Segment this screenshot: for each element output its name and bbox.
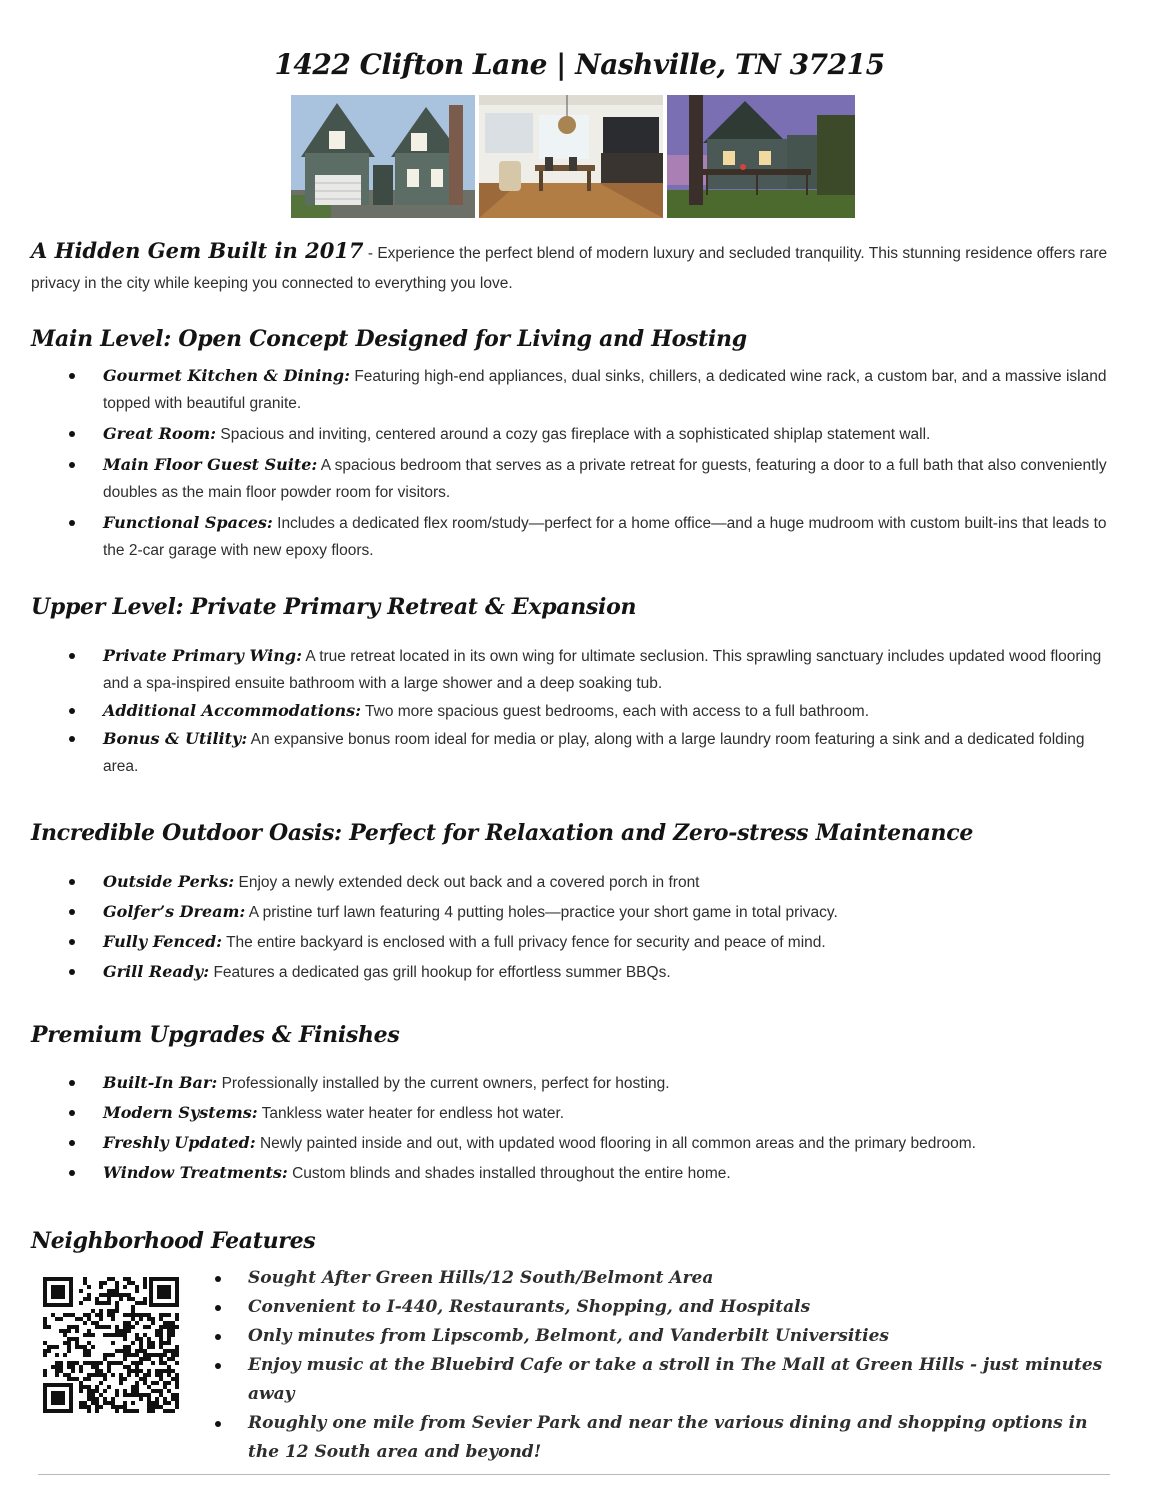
section-heading-upgrades: Premium Upgrades & Finishes [31, 1022, 400, 1048]
upper-level-list [0, 642, 1118, 780]
list-item: Window Treatments: Custom blinds and shades installed throughout the entire home. [0, 1159, 1118, 1187]
footer-divider [38, 1474, 1110, 1475]
intro-lead: A Hidden Gem Built in 2017 [31, 238, 364, 263]
list-item: Main Floor Guest Suite: A spacious bedroom that serves as a private retreat for guests, featuring a door to a full bath that also conveniently doubles as the main floor powder room for visitors. [0, 451, 1118, 506]
section-heading-upper-level: Upper Level: Private Primary Retreat & Expansion [31, 594, 637, 620]
list-item: Additional Accommodations: Two more spacious guest bedrooms, each with access to a full bathroom. [0, 697, 1118, 725]
list-item: Built-In Bar: Professionally installed by the current owners, perfect for hosting. [0, 1069, 1118, 1097]
list-item: Private Primary Wing: A true retreat located in its own wing for ultimate seclusion. This sprawling sanctuary includes updated wood flooring and a spa-inspired ensuite bathroom with a large shower and a deep soaking tub. [0, 642, 1118, 697]
list-item: Outside Perks: Enjoy a newly extended deck out back and a covered porch in front [0, 868, 1118, 896]
list-item: Functional Spaces: Includes a dedicated flex room/study—perfect for a home office—and a huge mudroom with custom built-ins that leads to the 2-car garage with new epoxy floors. [0, 509, 1118, 564]
list-item: Modern Systems: Tankless water heater for endless hot water. [0, 1099, 1118, 1127]
section-heading-neighborhood: Neighborhood Features [31, 1228, 316, 1254]
list-item: Freshly Updated: Newly painted inside and out, with updated wood flooring in all common areas and the primary bedroom. [0, 1129, 1118, 1157]
qr-code[interactable] [43, 1277, 179, 1413]
list-item: Golfer’s Dream: A pristine turf lawn featuring 4 putting holes—practice your short game in total privacy. [0, 898, 1118, 926]
list-item: Enjoy music at the Bluebird Cafe or take a stroll in The Mall at Green Hills - just minutes away [180, 1351, 1118, 1409]
section-heading-outdoor: Incredible Outdoor Oasis: Perfect for Relaxation and Zero-stress Maintenance [31, 820, 974, 846]
photo-house-front [291, 95, 475, 218]
list-item: Only minutes from Lipscomb, Belmont, and Vanderbilt Universities [180, 1322, 1118, 1351]
outdoor-list [0, 868, 1118, 986]
list-item: Convenient to I-440, Restaurants, Shopping, and Hospitals [180, 1293, 1118, 1322]
intro-paragraph [31, 236, 1116, 299]
main-level-list [0, 362, 1118, 567]
neighborhood-list [180, 1264, 1118, 1467]
photo-house-dusk [667, 95, 855, 218]
list-item: Grill Ready: Features a dedicated gas grill hookup for effortless summer BBQs. [0, 958, 1118, 986]
list-item: Roughly one mile from Sevier Park and near the various dining and shopping options in the 12 South area and beyond! [180, 1409, 1118, 1467]
list-item: Great Room: Spacious and inviting, centered around a cozy gas fireplace with a sophisticated shiplap statement wall. [0, 420, 1118, 448]
photo-kitchen-dining [479, 95, 663, 218]
page-title: 1422 Clifton Lane | Nashville, TN 37215 [274, 48, 885, 81]
list-item: Bonus & Utility: An expansive bonus room ideal for media or play, along with a large laundry room featuring a sink and a dedicated folding area. [0, 725, 1118, 780]
intro-text: - Experience the perfect blend of modern luxury and secluded tranquility. This stunning residence offers rare privacy in the city while keeping you connected to everything you love. [31, 245, 1108, 292]
list-item: Fully Fenced: The entire backyard is enclosed with a full privacy fence for security and peace of mind. [0, 928, 1118, 956]
list-item: Sought After Green Hills/12 South/Belmont Area [180, 1264, 1118, 1293]
upgrades-list [0, 1069, 1118, 1187]
section-heading-main-level: Main Level: Open Concept Designed for Living and Hosting [31, 326, 747, 352]
list-item: Gourmet Kitchen & Dining: Featuring high-end appliances, dual sinks, chillers, a dedicated wine rack, a custom bar, and a massive island topped with beautiful granite. [0, 362, 1118, 417]
